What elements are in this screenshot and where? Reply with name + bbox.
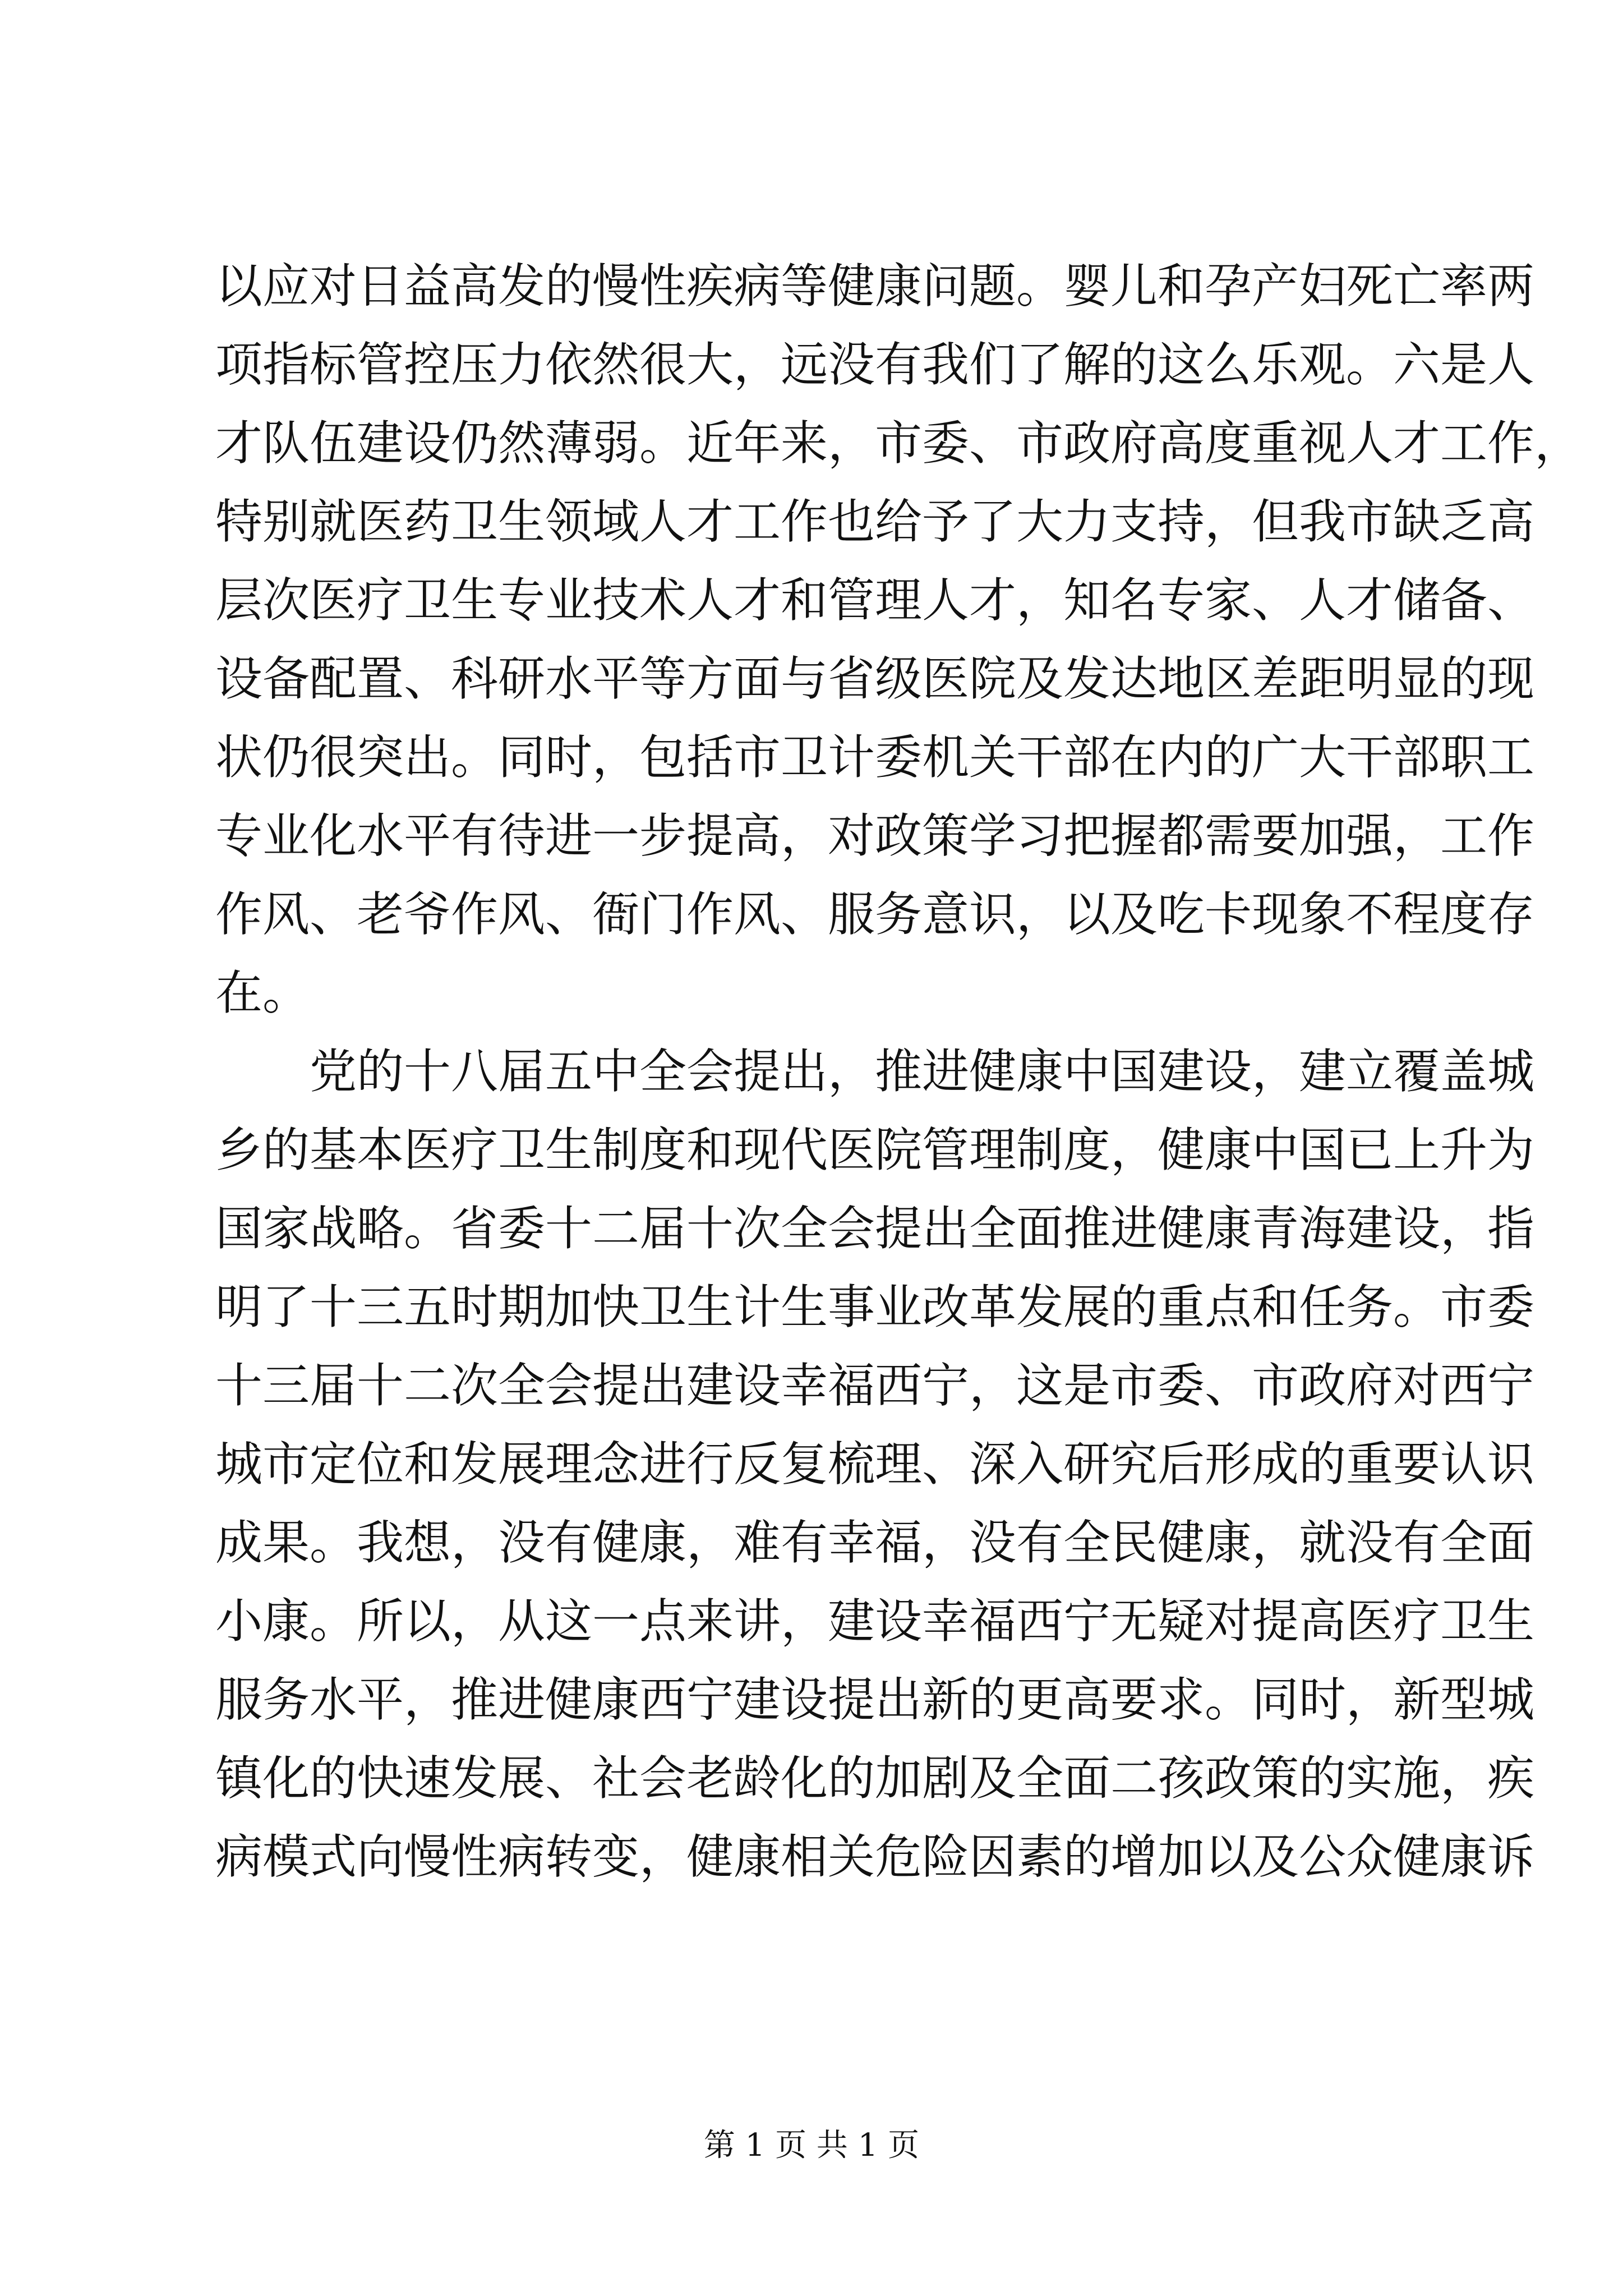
text-line: 在。 [215,965,310,1020]
text-line: 专业化水平有待进一步提高，对政策学习把握都需要加强，工作 [215,808,1535,863]
text-line: 以应对日益高发的慢性疾病等健康问题。婴儿和孕产妇死亡率两 [215,259,1535,314]
text-line: 成果。我想，没有健康，难有幸福，没有全民健康，就没有全面 [215,1515,1535,1570]
text-line: 小康。所以，从这一点来讲，建设幸福西宁无疑对提高医疗卫生 [215,1594,1535,1649]
text-line: 层次医疗卫生专业技术人才和管理人才，知名专家、人才储备、 [215,573,1535,628]
text-line: 十三届十二次全会提出建设幸福西宁，这是市委、市政府对西宁 [215,1358,1535,1413]
paragraph-first-line: 党的十八届五中全会提出，推进健康中国建设，建立覆盖城 [310,1044,1535,1099]
text-line: 项指标管控压力依然很大，远没有我们了解的这么乐观。六是人 [215,337,1535,392]
text-line: 乡的基本医疗卫生制度和现代医院管理制度，健康中国已上升为 [215,1122,1535,1177]
text-line: 状仍很突出。同时，包括市卫计委机关干部在内的广大干部职工 [215,730,1535,785]
text-line: 设备配置、科研水平等方面与省级医院及发达地区差距明显的现 [215,651,1535,706]
text-line: 城市定位和发展理念进行反复梳理、深入研究后形成的重要认识 [215,1437,1535,1492]
text-line: 病模式向慢性病转变，健康相关危险因素的增加以及公众健康诉 [215,1829,1535,1884]
text-line: 镇化的快速发展、社会老龄化的加剧及全面二孩政策的实施，疾 [215,1751,1535,1806]
text-line: 国家战略。省委十二届十次全会提出全面推进健康青海建设，指 [215,1201,1535,1256]
text-line: 作风、老爷作风、衙门作风、服务意识，以及吃卡现象不程度存 [215,887,1535,942]
text-line: 明了十三五时期加快卫生计生事业改革发展的重点和任务。市委 [215,1280,1535,1335]
text-line: 服务水平，推进健康西宁建设提出新的更高要求。同时，新型城 [215,1672,1535,1727]
text-line: 才队伍建设仍然薄弱。近年来，市委、市政府高度重视人才工作， [215,416,1582,471]
page-number-footer: 第 1 页 共 1 页 [703,2127,920,2164]
text-line: 特别就医药卫生领域人才工作也给予了大力支持，但我市缺乏高 [215,494,1535,549]
